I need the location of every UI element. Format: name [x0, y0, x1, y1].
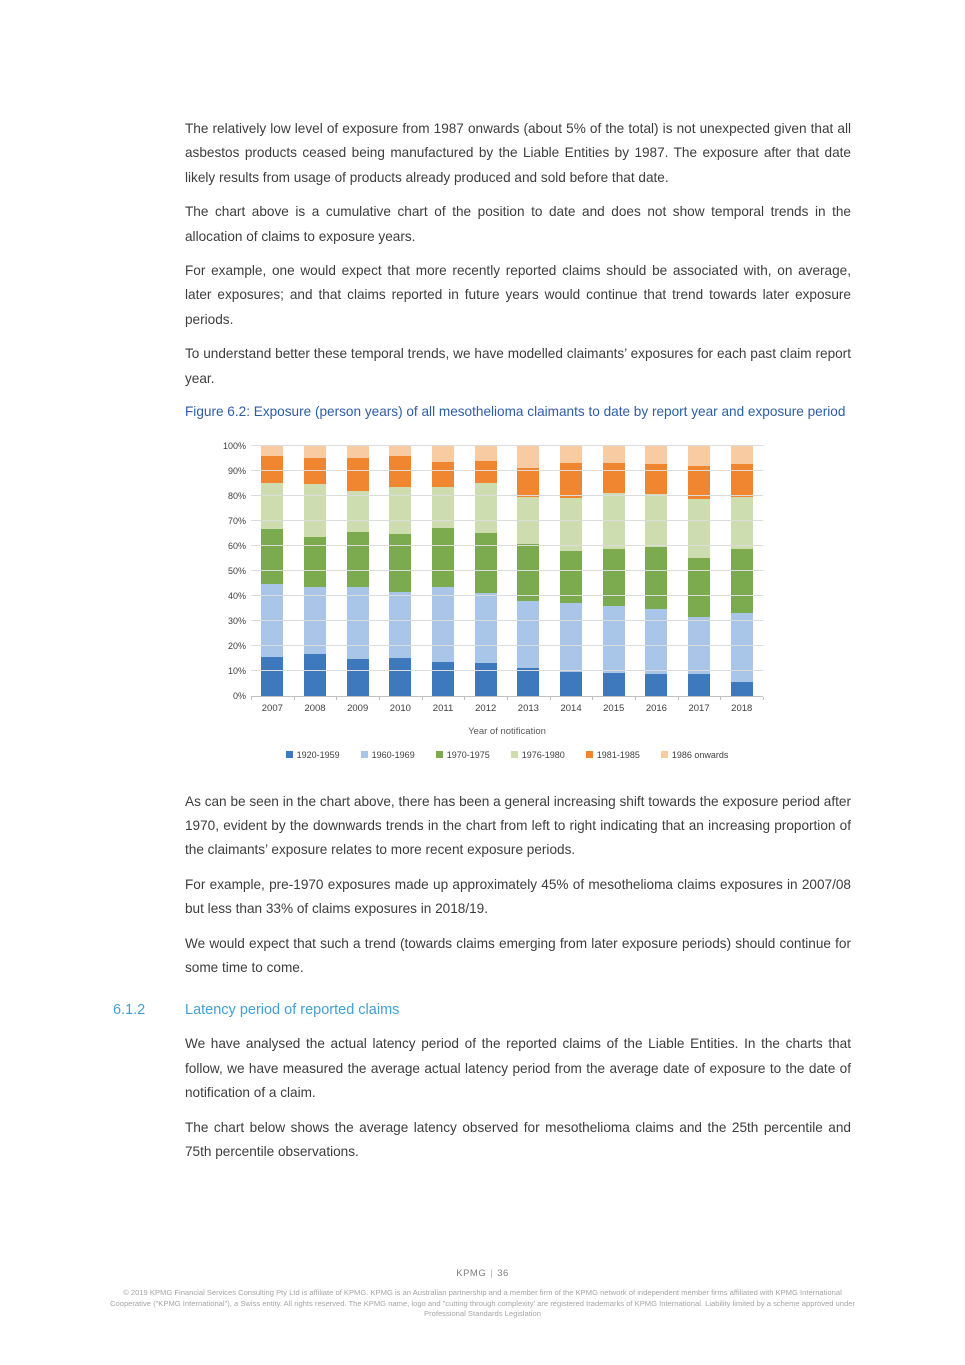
- bar-segment: [347, 458, 369, 491]
- gridline: [251, 620, 763, 621]
- x-tick-label: 2012: [475, 702, 497, 714]
- bar-segment: [475, 461, 497, 484]
- y-tick-label: 0%: [232, 690, 246, 701]
- x-tick: [294, 697, 295, 700]
- legend-swatch: [661, 751, 668, 758]
- x-tick-label: 2010: [389, 702, 411, 714]
- bar-segment: [475, 663, 497, 696]
- bar-segment: [304, 458, 326, 484]
- gridline: [251, 545, 763, 546]
- legend-label: 1960-1969: [371, 749, 415, 760]
- legend-item: [511, 750, 565, 760]
- paragraph: For example, pre-1970 exposures made up approximately 45% of mesothelioma claims exposures in 2007/08 but less than 33% of claims exposures in 2018/19.: [185, 876, 851, 917]
- bars-container: [251, 446, 763, 696]
- x-tick-label: 2013: [517, 702, 539, 714]
- section-title: Latency period of reported claims: [185, 1002, 400, 1019]
- bar-segment: [645, 547, 667, 610]
- x-tick: [379, 697, 380, 700]
- bar-2018: [731, 446, 753, 696]
- bar-segment: [603, 673, 625, 696]
- y-tick-label: 20%: [227, 640, 246, 651]
- y-tick-label: 50%: [227, 565, 246, 576]
- bar-segment: [731, 497, 753, 550]
- gridline: [251, 595, 763, 596]
- x-tick-label: 2007: [261, 702, 283, 714]
- y-tick-label: 90%: [227, 465, 246, 476]
- x-tick: [720, 697, 721, 700]
- legend-swatch: [361, 751, 368, 758]
- bar-segment: [560, 498, 582, 551]
- bar-segment: [432, 528, 454, 587]
- page-footer: [0, 1268, 965, 1320]
- legend-swatch: [286, 751, 293, 758]
- x-axis-title: Year of notification: [468, 725, 546, 737]
- legend-label: 1970-1975: [446, 749, 490, 760]
- bar-segment: [517, 468, 539, 497]
- bar-segment: [603, 446, 625, 464]
- bar-2016: [645, 446, 667, 696]
- x-tick-label: 2016: [645, 702, 667, 714]
- bar-2010: [389, 446, 411, 696]
- chart-main: [218, 440, 763, 701]
- bar-segment: [432, 487, 454, 528]
- x-tick-label: 2014: [560, 702, 582, 714]
- legend-swatch: [436, 751, 443, 758]
- x-tick: [550, 697, 551, 700]
- bar-segment: [304, 654, 326, 695]
- gridline: [251, 670, 763, 671]
- paragraph: The chart below shows the average latency observed for mesothelioma claims and the 25th percentile and 75th percentile observations.: [185, 1119, 851, 1160]
- bar-segment: [688, 446, 710, 466]
- legend-swatch: [586, 751, 593, 758]
- bar-segment: [261, 483, 283, 529]
- footer-brand: KPMG: [456, 1268, 487, 1279]
- x-tick-label: 2011: [432, 702, 454, 714]
- gridline: [251, 495, 763, 496]
- paragraph: The chart above is a cumulative chart of the position to date and does not show temporal trends in the allocation of claims to exposure years.: [185, 204, 851, 244]
- bar-segment: [603, 549, 625, 605]
- x-tick: [336, 697, 337, 700]
- bar-segment: [688, 617, 710, 675]
- bar-segment: [603, 493, 625, 549]
- bar-segment: [603, 463, 625, 493]
- legend-label: 1986 onwards: [671, 749, 729, 760]
- gridline: [251, 520, 763, 521]
- bar-segment: [517, 544, 539, 600]
- footer-legal-text: © 2019 KPMG Financial Services Consulting Pty Ltd is affiliate of KPMG. KPMG is an Australian partnership and a member firm of the KPMG network of independent member firms affiliated with KPMG International Cooperative ("KPMG International"), a Swiss entity. All rights reserved. The KPMG name, logo and "cutting through complexity' are registered trademarks of KPMG International. Liability limited by a scheme approved under Professional Standards Legislation: [110, 1288, 855, 1319]
- bar-segment: [261, 446, 283, 456]
- bar-2009: [347, 446, 369, 696]
- y-tick-label: 10%: [227, 665, 246, 676]
- bar-segment: [347, 659, 369, 695]
- bar-segment: [347, 491, 369, 532]
- bar-segment: [261, 657, 283, 696]
- bar-segment: [560, 672, 582, 696]
- footer-page-number: 36: [497, 1268, 509, 1279]
- legend-item: [436, 750, 490, 760]
- x-tick: [251, 697, 252, 700]
- bar-2012: [475, 446, 497, 696]
- y-tick-label: 60%: [227, 540, 246, 551]
- bar-segment: [304, 446, 326, 459]
- bar-2013: [517, 446, 539, 696]
- y-tick-label: 80%: [227, 490, 246, 501]
- paragraph: The relatively low level of exposure from 1987 onwards (about 5% of the total) is not unexpected given that all asbestos products ceased being manufactured by the Liable Entities by 1987. The exposure after that date likely results from usage of products already produced and sold before that date.: [185, 121, 851, 185]
- bar-segment: [475, 483, 497, 533]
- y-tick-label: 70%: [227, 515, 246, 526]
- bar-segment: [475, 446, 497, 461]
- bar-segment: [645, 494, 667, 547]
- x-tick: [592, 697, 593, 700]
- bar-segment: [560, 603, 582, 672]
- legend-label: 1976-1980: [521, 749, 565, 760]
- gridline: [251, 645, 763, 646]
- bar-segment: [432, 462, 454, 487]
- bar-segment: [347, 446, 369, 459]
- bar-segment: [389, 446, 411, 456]
- plot-area: [251, 446, 763, 697]
- bar-2014: [560, 446, 582, 696]
- bar-segment: [645, 446, 667, 465]
- chart-legend: [251, 750, 763, 760]
- bar-segment: [389, 534, 411, 592]
- bar-segment: [731, 549, 753, 613]
- bar-segment: [432, 446, 454, 462]
- bar-segment: [731, 613, 753, 682]
- bar-segment: [688, 558, 710, 617]
- bar-segment: [517, 668, 539, 696]
- x-tick-label: 2018: [731, 702, 753, 714]
- paragraph: As can be seen in the chart above, there has been a general increasing shift towards the exposure period after 1970, evident by the downwards trends in the chart from left to right indicating that an increasing proportion of the claimants’ exposure relates to more recent exposure periods.: [185, 793, 851, 858]
- bar-segment: [389, 592, 411, 658]
- bar-segment: [475, 593, 497, 663]
- x-tick: [464, 697, 465, 700]
- bar-segment: [389, 456, 411, 487]
- bar-segment: [432, 662, 454, 696]
- bar-2015: [603, 446, 625, 696]
- bar-segment: [688, 674, 710, 695]
- bar-2008: [304, 446, 326, 696]
- section-number: 6.1.2: [113, 1002, 146, 1019]
- legend-label: 1920-1959: [296, 749, 340, 760]
- x-tick-label: 2009: [347, 702, 369, 714]
- bar-segment: [517, 601, 539, 669]
- gridline: [251, 445, 763, 446]
- x-axis-ticks: [251, 697, 763, 701]
- gridline: [251, 570, 763, 571]
- bar-segment: [517, 446, 539, 469]
- bar-2017: [688, 446, 710, 696]
- figure-caption: Figure 6.2: Exposure (person years) of all mesothelioma claimants to date by report year and exposure period: [185, 404, 846, 420]
- bar-segment: [560, 446, 582, 464]
- paragraph: For example, one would expect that more recently reported claims should be associated with, on average, later exposures; and that claims reported in future years would continue that trend towards later exposure periods.: [185, 263, 851, 327]
- x-tick: [422, 697, 423, 700]
- x-tick-label: 2017: [688, 702, 710, 714]
- bar-2011: [432, 446, 454, 696]
- bar-segment: [389, 658, 411, 696]
- bar-segment: [688, 499, 710, 558]
- y-axis: [218, 440, 251, 701]
- paragraph: We have analysed the actual latency period of the reported claims of the Liable Entities. In the charts that follow, we have measured the average actual latency period from the average date of exposure to the date of notification of a claim.: [185, 1036, 851, 1101]
- legend-item: [661, 750, 729, 760]
- x-tick: [678, 697, 679, 700]
- x-tick: [635, 697, 636, 700]
- bar-2007: [261, 446, 283, 696]
- footer-pagination: [0, 1268, 965, 1279]
- bar-segment: [347, 532, 369, 587]
- bar-segment: [304, 484, 326, 537]
- legend-item: [286, 750, 340, 760]
- paragraph: To understand better these temporal trends, we have modelled claimants’ exposures for each past claim report year.: [185, 346, 851, 386]
- bar-segment: [347, 587, 369, 660]
- y-tick-label: 40%: [227, 590, 246, 601]
- bar-segment: [603, 606, 625, 674]
- x-tick-label: 2015: [603, 702, 625, 714]
- gridline: [251, 470, 763, 471]
- section-heading: [113, 1002, 851, 1018]
- y-tick-label: 100%: [222, 440, 246, 451]
- x-tick: [507, 697, 508, 700]
- bar-segment: [432, 587, 454, 662]
- bar-segment: [645, 674, 667, 695]
- paragraph: We would expect that such a trend (towards claims emerging from later exposure periods) should continue for some time to come.: [185, 935, 851, 975]
- legend-label: 1981-1985: [596, 749, 640, 760]
- x-tick: [763, 697, 764, 700]
- x-tick-label: 2008: [304, 702, 326, 714]
- bar-segment: [560, 463, 582, 498]
- legend-item: [361, 750, 415, 760]
- bar-segment: [731, 682, 753, 696]
- bar-segment: [517, 497, 539, 545]
- bar-segment: [475, 533, 497, 593]
- footer-separator: |: [490, 1268, 494, 1279]
- stacked-bar-chart: [218, 440, 763, 760]
- legend-item: [586, 750, 640, 760]
- x-axis-labels: [251, 703, 763, 714]
- bar-segment: [261, 529, 283, 584]
- bar-segment: [731, 446, 753, 465]
- y-tick-label: 30%: [227, 615, 246, 626]
- legend-swatch: [511, 751, 518, 758]
- page-content: [113, 117, 851, 1174]
